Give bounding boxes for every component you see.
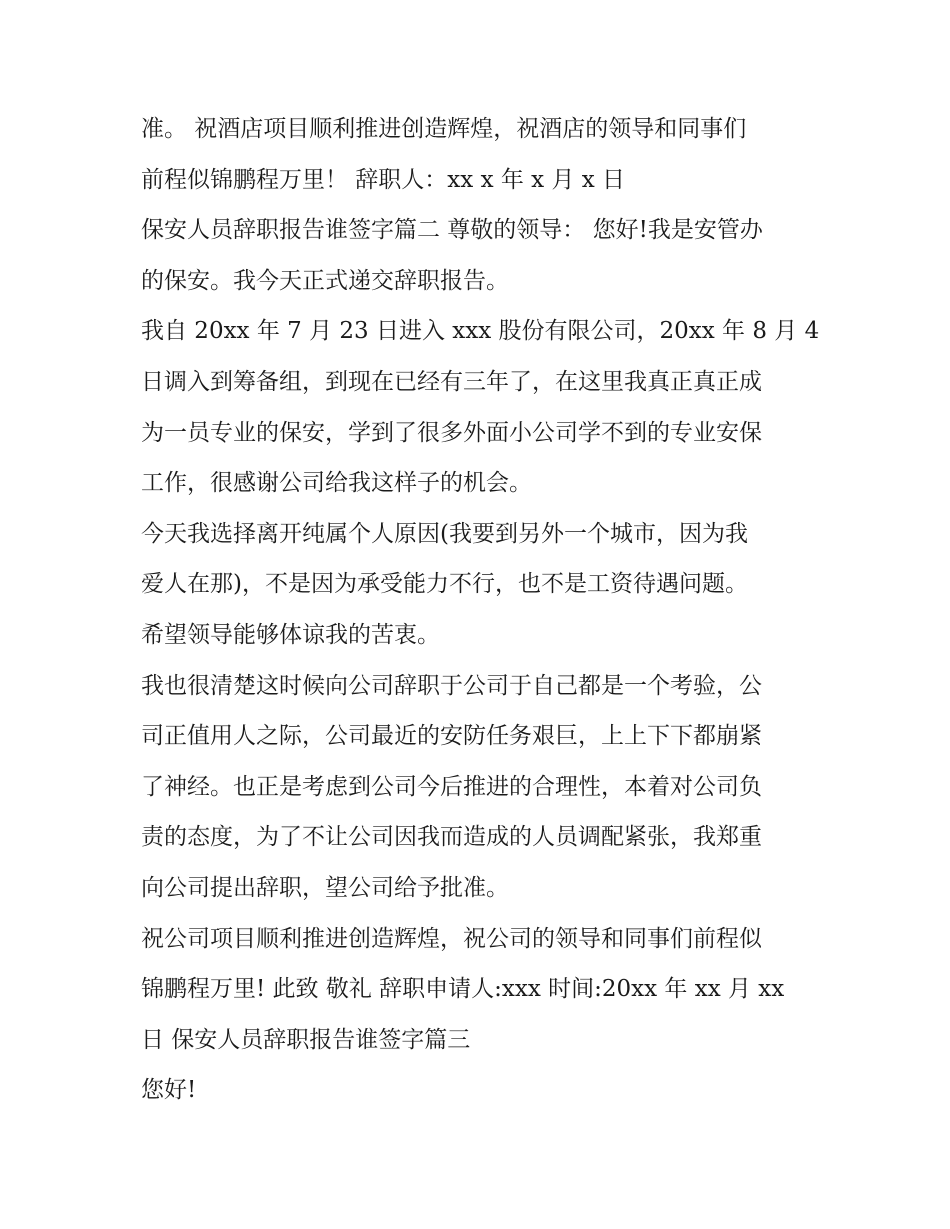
text-line: 希望领导能够体谅我的苦衷。 — [141, 621, 440, 648]
text-line: 保安人员辞职报告谁签字篇二 尊敬的领导： 您好!我是安管办 — [141, 217, 763, 244]
text-line: 准。 祝酒店项目顺利推进创造辉煌，祝酒店的领导和同事们 — [141, 116, 747, 142]
text-line: 爱人在那)，不是因为承受能力不行，也不是工资待遇问题。 — [141, 571, 748, 598]
text-line: 我自 20xx 年 7 月 23 日进入 xxx 股份有限公司，20xx 年 8 月 4 — [141, 318, 820, 345]
text-line: 了神经。也正是考虑到公司今后推进的合理性，本着对公司负 — [141, 773, 762, 800]
text-line: 为一员专业的保安，学到了很多外面小公司学不到的专业安保 — [141, 419, 762, 446]
text-line: 责的态度，为了不让公司因我而造成的人员调配紧张，我郑重 — [141, 824, 762, 851]
text-line: 司正值用人之际，公司最近的安防任务艰巨，上上下下都崩紧 — [141, 723, 762, 750]
text-line: 工作，很感谢公司给我这样子的机会。 — [141, 470, 532, 497]
text-line: 的保安。我今天正式递交辞职报告。 — [141, 267, 509, 294]
text-line: 前程似锦鹏程万里！ 辞职人：xx x 年 x 月 x 日 — [141, 166, 626, 193]
text-line: 日 保安人员辞职报告谁签字篇三 — [141, 1026, 471, 1053]
text-line: 今天我选择离开纯属个人原因(我要到另外一个城市，因为我 — [141, 520, 748, 547]
text-line: 我也很清楚这时候向公司辞职于公司于自己都是一个考验，公 — [141, 672, 762, 699]
document-body — [141, 104, 821, 1116]
text-line: 日调入到筹备组，到现在已经有三年了，在这里我真正真正成 — [141, 368, 762, 395]
text-line: 您好! — [141, 1077, 197, 1104]
text-line: 锦鹏程万里! 此致 敬礼 辞职申请人:xxx 时间:20xx 年 xx 月 xx — [141, 976, 785, 1003]
text-line: 向公司提出辞职，望公司给予批准。 — [141, 874, 509, 901]
text-line: 祝公司项目顺利推进创造辉煌，祝公司的领导和同事们前程似 — [141, 925, 762, 952]
